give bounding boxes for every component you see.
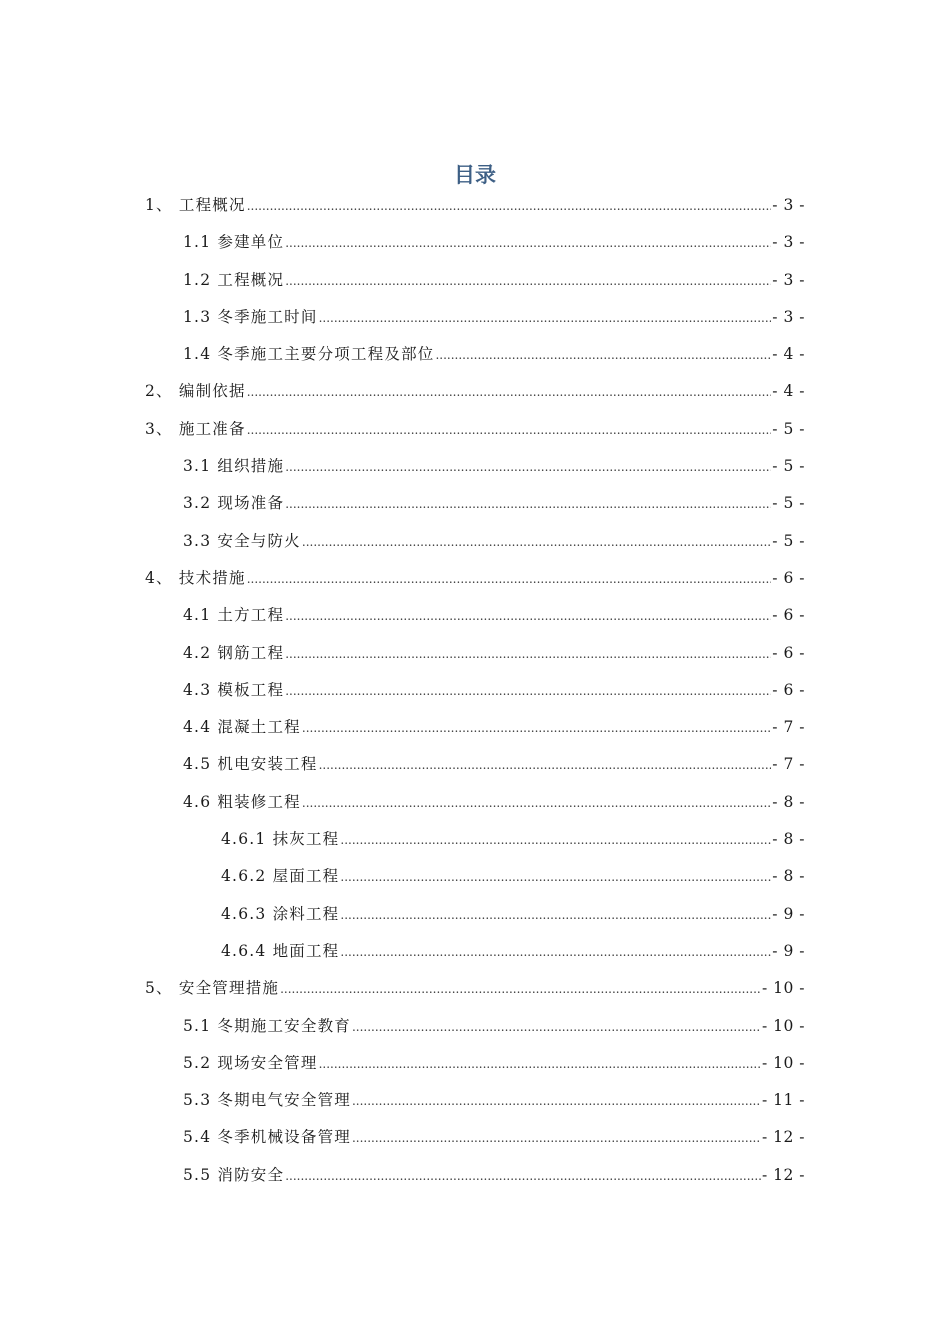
toc-entry-page-number: - 10 - <box>761 1016 805 1035</box>
toc-dot-leader <box>352 1120 761 1157</box>
toc-entry-label: 1、 工程概况 <box>145 196 246 214</box>
toc-entry[interactable] <box>0 933 950 970</box>
toc-entry-page-number: - 8 - <box>772 830 805 849</box>
toc-dot-leader <box>340 822 771 859</box>
toc-entry-label: 3.1 组织措施 <box>183 457 285 476</box>
toc-dot-leader <box>319 300 772 337</box>
toc-entry[interactable] <box>0 1045 950 1082</box>
toc-entry[interactable] <box>0 1157 950 1194</box>
toc-dot-leader <box>247 412 772 449</box>
toc-dot-leader <box>319 1046 761 1083</box>
toc-entry-label: 4.2 钢筋工程 <box>183 643 285 662</box>
toc-entry[interactable] <box>0 858 950 895</box>
toc-entry[interactable] <box>0 746 950 783</box>
toc-entry-label: 1.2 工程概况 <box>183 270 285 289</box>
page-title: 目录 <box>454 163 496 187</box>
toc-dot-leader <box>280 971 761 1008</box>
toc-entry-page-number: - 6 - <box>772 680 805 699</box>
toc-entry-page-number: - 5 - <box>772 457 805 476</box>
toc-dot-leader <box>285 1158 761 1195</box>
toc-entry-page-number: - 9 - <box>772 941 805 960</box>
toc-entry[interactable] <box>0 224 950 261</box>
toc-entry-label: 4.5 机电安装工程 <box>183 755 318 774</box>
toc-entry[interactable] <box>0 821 950 858</box>
toc-entry-page-number: - 5 - <box>772 419 805 438</box>
toc-entry-label: 4.3 模板工程 <box>183 680 285 699</box>
toc-dot-leader <box>285 263 771 300</box>
toc-entry[interactable] <box>0 635 950 672</box>
toc-entry-label: 4.6 粗装修工程 <box>183 792 301 811</box>
toc-entry-page-number: - 9 - <box>772 904 805 923</box>
toc-entry-label: 5.2 现场安全管理 <box>183 1053 318 1072</box>
toc-entry-label: 4.6.3 涂料工程 <box>221 904 340 923</box>
toc-dot-leader <box>285 449 771 486</box>
toc-entry-page-number: - 7 - <box>772 755 805 774</box>
toc-entry-label: 5.3 冬期电气安全管理 <box>183 1091 351 1110</box>
toc-dot-leader <box>340 934 771 971</box>
toc-entry-page-number: - 5 - <box>772 494 805 513</box>
toc-entry-page-number: - 10 - <box>761 1053 805 1072</box>
toc-entry-page-number: - 12 - <box>761 1165 805 1184</box>
toc-entry-page-number: - 7 - <box>772 718 805 737</box>
toc-entry[interactable] <box>0 485 950 522</box>
toc-entry-label: 3.3 安全与防火 <box>183 531 301 550</box>
toc-entry-page-number: - 4 - <box>772 382 805 401</box>
toc-entry-label: 4.6.1 抹灰工程 <box>221 830 340 849</box>
toc-entry-label: 5.1 冬期施工安全教育 <box>183 1016 351 1035</box>
toc-entry[interactable] <box>0 560 950 597</box>
toc-entry-page-number: - 3 - <box>772 307 805 326</box>
toc-entry[interactable] <box>0 373 950 410</box>
toc-entry[interactable] <box>0 1008 950 1045</box>
toc-entry[interactable] <box>0 709 950 746</box>
toc-entry-page-number: - 10 - <box>761 979 805 998</box>
toc-entry[interactable] <box>0 187 950 224</box>
toc-entry-page-number: - 11 - <box>761 1091 805 1110</box>
toc-entry-page-number: - 6 - <box>772 606 805 625</box>
toc-entry-page-number: - 6 - <box>772 643 805 662</box>
toc-dot-leader <box>285 673 771 710</box>
toc-entry-page-number: - 8 - <box>772 792 805 811</box>
toc-entry-label: 4.6.4 地面工程 <box>221 941 340 960</box>
toc-entry-label: 5、 安全管理措施 <box>145 979 280 998</box>
toc-entry-page-number: - 3 - <box>772 233 805 252</box>
toc-entry-page-number: - 6 - <box>772 568 805 587</box>
toc-entry[interactable] <box>0 1119 950 1156</box>
toc-entry-label: 4.6.2 屋面工程 <box>221 867 340 886</box>
toc-entry[interactable] <box>0 896 950 933</box>
toc-dot-leader <box>247 561 772 598</box>
toc-entry-label: 5.5 消防安全 <box>183 1165 285 1184</box>
toc-entry-label: 1.3 冬季施工时间 <box>183 307 318 326</box>
toc-entry-label: 3.2 现场准备 <box>183 494 285 513</box>
toc-entry-label: 4.1 土方工程 <box>183 606 285 625</box>
toc-dot-leader <box>302 710 771 747</box>
toc-entry-label: 1.4 冬季施工主要分项工程及部位 <box>183 345 435 364</box>
toc-entry-page-number: - 5 - <box>772 531 805 550</box>
toc-dot-leader <box>285 636 771 673</box>
toc-entry-page-number: - 3 - <box>772 196 805 214</box>
toc-dot-leader <box>302 524 771 561</box>
toc-entry[interactable] <box>0 970 950 1007</box>
toc-entry-page-number: - 8 - <box>772 867 805 886</box>
toc-dot-leader <box>247 188 772 225</box>
toc-dot-leader <box>302 785 771 822</box>
toc-dot-leader <box>340 859 771 896</box>
toc-dot-leader <box>340 897 771 934</box>
toc-dot-leader <box>319 747 772 784</box>
toc-dot-leader <box>247 374 772 411</box>
toc-entry-label: 4、 技术措施 <box>145 568 246 587</box>
toc-entry[interactable] <box>0 1082 950 1119</box>
toc-entry[interactable] <box>0 784 950 821</box>
toc-entry[interactable] <box>0 448 950 485</box>
toc-entry-page-number: - 4 - <box>772 345 805 364</box>
toc-entry[interactable] <box>0 336 950 373</box>
toc-entry-label: 4.4 混凝土工程 <box>183 718 301 737</box>
toc-entry-label: 1.1 参建单位 <box>183 233 285 252</box>
toc-dot-leader <box>285 486 771 523</box>
toc-entry[interactable] <box>0 299 950 336</box>
toc-dot-leader <box>435 337 771 374</box>
toc-entry-page-number: - 3 - <box>772 270 805 289</box>
toc-entry[interactable] <box>0 262 950 299</box>
toc-entry-page-number: - 12 - <box>761 1128 805 1147</box>
toc-entry[interactable] <box>0 411 950 448</box>
toc-dot-leader <box>352 1083 761 1120</box>
toc-entry-label: 3、 施工准备 <box>145 419 246 438</box>
table-of-contents <box>0 187 950 1194</box>
toc-dot-leader <box>285 225 771 262</box>
toc-entry[interactable] <box>0 672 950 709</box>
toc-dot-leader <box>352 1009 761 1046</box>
toc-entry[interactable] <box>0 523 950 560</box>
toc-entry-label: 2、 编制依据 <box>145 382 246 401</box>
toc-entry[interactable] <box>0 597 950 634</box>
toc-entry-label: 5.4 冬季机械设备管理 <box>183 1128 351 1147</box>
toc-dot-leader <box>285 598 771 635</box>
